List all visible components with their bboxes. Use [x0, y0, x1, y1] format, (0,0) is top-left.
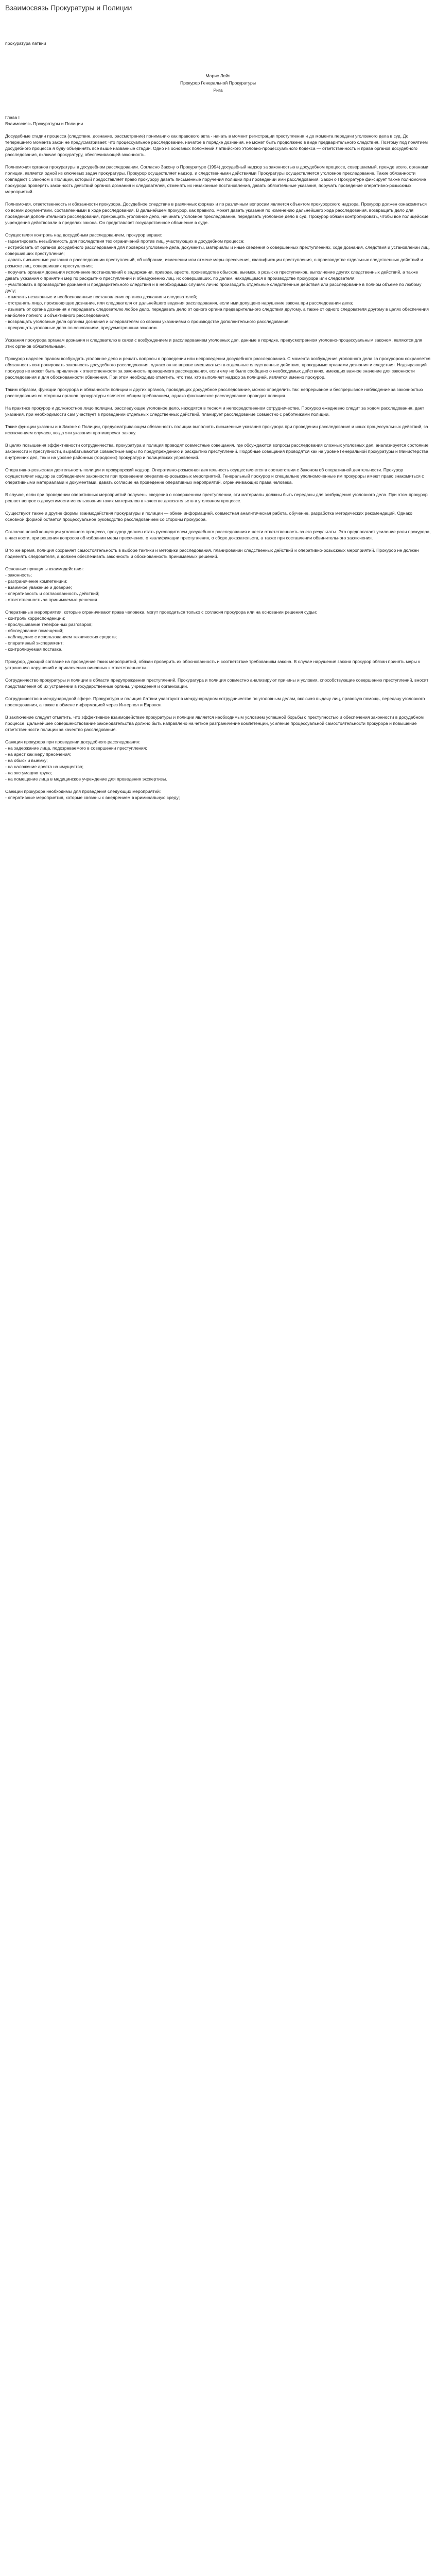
body-paragraph: - наблюдение с использованием технических средств; — [5, 634, 117, 639]
body-paragraph: Оперативные мероприятия, которые ограничивают права человека, могут проводиться только с согласия прокурора или на основании решения судьи: — [5, 609, 317, 615]
body-paragraph: - на задержание лица, подозреваемого в совершении преступления; — [5, 745, 147, 751]
meta-line: прокуратура латвии — [5, 41, 46, 46]
body-paragraph: Полномочия, ответственность и обязанности прокурора. Досудебное следствие в различных формах и по различным вопросам является объектом прокурорского надзора. Прокурор должен ознакомиться со всеми документами, составленными в ходе расследования. В дальнейшем прокурор, как правило, может давать указания по изменению дальнейшего хода расследования, возвращать дело для проведения дополнительного расследования, прекращать уголовное дело, начинать уголовное преследование, передавать уголовное дело в суд. Прокурор обязан контролировать, чтобы все полицейские учреждения действовали в пределах закона. Он представляет государственное обвинение в суде. — [5, 201, 429, 225]
body-paragraph: В целях повышения эффективности сотрудничества, прокуратура и полиция проводят совместные совещания, где обсуждаются вопросы расследования сложных уголовных дел, анализируется состояние законности и преступности, вырабатываются совместные меры по предупреждению и раскрытию преступлений. Подобные совещания проводятся как на уровне Генеральной прокуратуры и Министерства внутренних дел, так и на уровне районных (городских) прокуратур и полицейских управлений. — [5, 443, 429, 460]
body-paragraph: - прекращать уголовные дела по основаниям, предусмотренным законом. — [5, 325, 158, 330]
body-paragraph: Глава I — [5, 115, 20, 120]
page-title: Взаимосвязь Прокуратуры и Полиции — [5, 4, 132, 12]
body-paragraph: - обследование помещений; — [5, 628, 64, 633]
body-paragraph: В то же время, полиция сохраняет самостоятельность в выборе тактики и методики расследования, планировании следственных действий и оперативно-розыскных мероприятий. Прокурор не должен подменять следователя, а должен обеспечивать законность и обоснованность принимаемых решений. — [5, 548, 419, 559]
body-paragraph: Указания прокурора органам дознания и следователю в связи с возбуждением и расследованием уголовных дел, данные в порядке, предусмотренном уголовно-процессуальным законом, являются для этих органов обязательными. — [5, 337, 423, 349]
body-paragraph: - оперативность и согласованность действий; — [5, 591, 100, 596]
body-paragraph: Существуют также и другие формы взаимодействия прокуратуры и полиции — обмен информацией, совместная аналитическая работа, обучение, разработка методических рекомендаций. Однако основной формой остается процессуальное руководство расследованием со стороны прокурора. — [5, 511, 413, 522]
body-paragraph: Оперативно-розыскная деятельность полиции и прокурорский надзор. Оперативно-розыскная деятельность осуществляется в соответствии с Законом об оперативной деятельности. Прокурор осуществляет надзор за соблюдением законности при проведении оперативно-розыскных мероприятий. Генеральный прокурор и специально уполномоченные им прокуроры имеют право знакомиться с оперативными материалами и документами, давать согласие на проведение оперативных мероприятий, ограничивающих права человека. — [5, 467, 424, 485]
body-paragraph: - давать письменные указания о расследовании преступлений, об избрании, изменении или отмене меры пресечения, квалификации преступления, о производстве отдельных следственных действий и розыске лиц, совершивших преступления; — [5, 257, 423, 268]
body-paragraph: В заключение следует отметить, что эффективное взаимодействие прокуратуры и полиции является необходимым условием успешной борьбы с преступностью и обеспечения законности в досудебном процессе. Дальнейшее совершенствование законодательства должно быть направлено на четкое разграничение компетенции, усиление процессуальной самостоятельности прокурора и повышение ответственности полиции за качество расследования. — [5, 715, 424, 732]
document-page — [0, 0, 436, 811]
body-paragraph: Такие функции указаны и в Законе о Полиции, предусматривающем обязанность полиции выполнять письменные указания прокурора при проведении расследования и иных процессуальных действий, за исключением случаев, когда эти указания противоречат закону. — [5, 424, 428, 435]
body-paragraph: Согласно новой концепции уголовного процесса, прокурор должен стать руководителем досудебного расследования и нести ответственность за его результаты. Это предполагает усиление роли прокурора, в частности, при решении вопросов об избрании меры пресечения, о квалификации преступления, о сборе доказательств, а также при составлении обвинительного заключения. — [5, 529, 431, 540]
byline — [5, 72, 431, 94]
body-paragraph: - на арест как меру пресечения; — [5, 752, 71, 757]
body-paragraph: - участвовать в производстве дознания и предварительного следствия и в необходимых случаях лично производить отдельные следственные действия или расследование в полном объеме по любому делу; — [5, 282, 422, 293]
body-paragraph: - контролируемая поставка. — [5, 647, 63, 652]
author-position: Прокурор Генеральной Прокуратуры — [180, 80, 256, 86]
body-paragraph: Санкции прокурора при проведении досудебного расследования: — [5, 739, 141, 744]
body-paragraph: - гарантировать незыблемость для последствия тех ограничений против лиц, участвующих в досудебном процессе; — [5, 239, 245, 244]
body-paragraph: Сотрудничество прокуратуры и полиции в области предупреждения преступлений. Прокуратура и полиция совместно анализируют причины и условия, способствующие совершению преступлений, вносят представления об их устранении в государственные органы, учреждения и организации. — [5, 677, 429, 689]
body-paragraph: Прокурор, дающий согласие на проведение таких мероприятий, обязан проверить их обоснованность и соответствие требованиям закона. В случае нарушения закона прокурор обязан принять меры к устранению нарушений и привлечению виновных к ответственности. — [5, 659, 421, 670]
author-name: Марис Лейя — [205, 73, 231, 78]
body-paragraph: Взаимосвязь Прокуратуры и Полиции — [5, 121, 83, 126]
body-paragraph: Полномочия органов прокуратуры в досудебном расследовании. Согласно Закону о Прокуратуре (1994) досудебный надзор за законностью в досудебном процессе, совершаемый, прежде всего, органами полиции, является одной из ключевых задач прокуратуры. Прокурор осуществляет надзор, и следственными действиями Прокуратуры осуществляется уголовное преследование. Такие обязанности совпадают с Законом о Полиции, который предоставляет право прокурору давать письменные поручения полиции при проведении ими расследования. Закон о Прокуратуре фиксирует также полномочие прокурора проверять законность действий органов дознания и следователей, отменять их незаконные постановления, давать обязательные указания, поручать проведение оперативно-розыскных мероприятий. — [5, 164, 429, 194]
body-paragraph: - изымать от органа дознания и передавать следователю любое дело, передавать дело от одного органа предварительного следствия другому, а также от одного следователя другому в целях обеспечения наиболее полного и объективного расследования; — [5, 307, 429, 318]
body-paragraph: - поручать органам дознания исполнение постановлений о задержании, приводе, аресте, производстве обысков, выемок, о розыске преступников, выполнение других следственных действий, а также давать указания о принятии мер по раскрытию преступлений и обнаружению лиц, их совершивших, по делам, находящимся в производстве прокурора или следователя; — [5, 269, 418, 281]
body-paragraph: - оперативные мероприятия, которые связаны с внедрением в криминальную среду; — [5, 795, 180, 800]
body-paragraph: - контроль корреспонденции; — [5, 616, 65, 621]
body-paragraph: - оперативный эксперимент; — [5, 640, 64, 646]
body-paragraph: - истребовать от органов досудебного расследования для проверки уголовные дела, документы, материалы и иные сведения о совершенных преступлениях, ходе дознания, следствия и установлении лиц, совершивших преступления; — [5, 245, 430, 256]
body-paragraph: Таким образом, функции прокурора и обязанности полиции и других органов, проводящих досудебное расследование, можно определить так: непрерывное и беспрерывное наблюдение за законностью расследования со стороны органов прокуратуры является общим требованием, однако фактическое расследование проводит полиция. — [5, 387, 423, 398]
body-paragraph: На практике прокурор и должностное лицо полиции, расследующее уголовное дело, находятся в тесном и непосредственном сотрудничестве. Прокурор ежедневно следит за ходом расследования, дает указания, при необходимости сам участвует в проведении отдельных следственных действий, планирует расследование совместно с работниками полиции. — [5, 405, 424, 417]
body-paragraph: Основные принципы взаимодействия: — [5, 566, 84, 571]
body-paragraph: - разграничение компетенции; — [5, 579, 67, 584]
document-body — [5, 114, 431, 801]
body-paragraph: - взаимное уважение и доверие; — [5, 585, 72, 590]
body-paragraph: - законность; — [5, 572, 32, 578]
body-paragraph: - ответственность за принимаемые решения. — [5, 597, 98, 602]
body-paragraph: - на обыск и выемку; — [5, 758, 48, 763]
body-paragraph: Прокурор наделен правом возбуждать уголовное дело и решать вопросы о проведении или непроведении досудебного расследования. С момента возбуждения уголовного дела за прокурором сохраняется обязанность контролировать законность досудебного расследования, однако он не вправе вмешиваться в отдельные следственные действия, проводимые органами дознания и следствия. Надзирающий прокурор не может быть привлечен к ответственности за законность проводимого расследования, если ему не было сообщено о необходимых действиях, имеющих важное значение для законности расследования и для обоснованности обвинения. При этом необходимо отметить, что тем, кто выполняет надзор за полицией, является именно прокурор. — [5, 356, 431, 380]
author-city: Рига — [213, 88, 223, 93]
body-paragraph: Санкции прокурора необходимы для проведения следующих мероприятий: — [5, 789, 161, 794]
body-paragraph: - прослушивание телефонных разговоров; — [5, 622, 93, 627]
body-paragraph: - отстранять лицо, производящее дознание, или следователя от дальнейшего ведения расследования, если ими допущено нарушение закона при расследовании дела; — [5, 300, 353, 306]
body-paragraph: Осуществляя контроль над досудебным расследованием, прокурор вправе: — [5, 232, 162, 238]
body-paragraph: - на помещение лица в медицинское учреждение для проведения экспертизы. — [5, 776, 167, 782]
body-paragraph: - возвращать уголовные дела органам дознания и следователям со своими указаниями о производстве дополнительного расследования; — [5, 319, 290, 324]
body-paragraph: Досудебные стадии процесса (следствие, дознание, рассмотрение) пониманию как правового акта - начать в момент регистрации преступления и до момента передачи уголовного дела в суд. До теперешнего момента закон не предусматривает, что процессуальное расследование, начатое в порядке дознания, не может быть продолжено в виде предварительного следствия. Поэтому под понятием досудебного процесса я буду объединять все выше названные стадии. Одно из основных положений Латвийского Уголовно-процессуального Кодекса — ответственность и права органов досудебного расследования, включая прокуратуру, обеспечивающей законность. — [5, 133, 428, 157]
body-paragraph: Сотрудничество в международной сфере. Прокуратура и полиция Латвии участвуют в международном сотрудничестве по уголовным делам, включая выдачу лиц, правовую помощь, передачу уголовного преследования, а также в обмене информацией через Интерпол и Европол. — [5, 696, 425, 707]
body-paragraph: - на наложение ареста на имущество; — [5, 764, 84, 769]
body-paragraph: - на эксгумацию трупа; — [5, 770, 53, 775]
body-paragraph: В случае, если при проведении оперативных мероприятий получены сведения о совершенном преступлении, эти материалы должны быть переданы для возбуждения уголовного дела. При этом прокурор решает вопрос о допустимости использования таких материалов в качестве доказательств в уголовном процессе. — [5, 492, 428, 503]
body-paragraph: - отменять незаконные и необоснованные постановления органов дознания и следователей; — [5, 294, 197, 299]
